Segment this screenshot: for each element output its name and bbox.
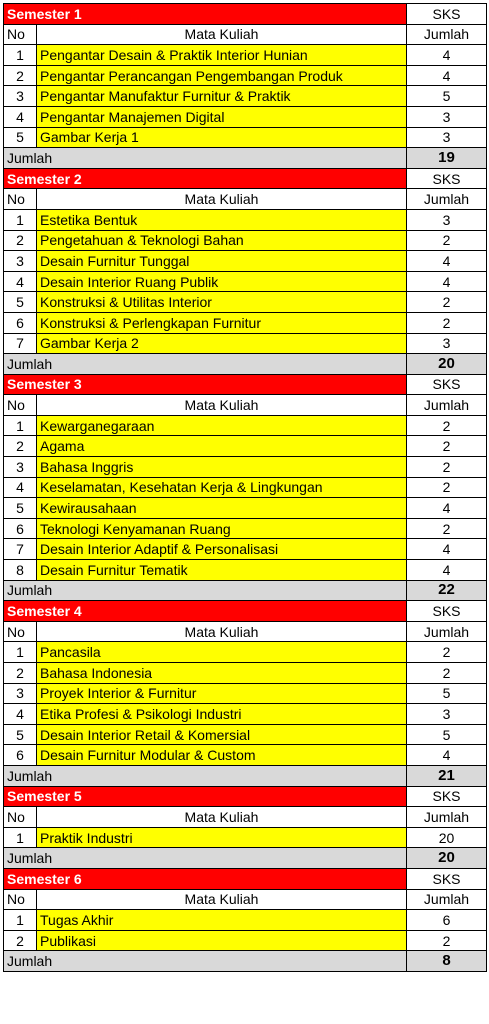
course-row — [4, 498, 487, 519]
course-number: 1 — [4, 209, 37, 230]
semester-total-value: 8 — [407, 951, 487, 972]
course-row — [4, 65, 487, 86]
semester-total-label: Jumlah — [4, 148, 407, 169]
course-sks: 4 — [407, 539, 487, 560]
semester-total-value: 21 — [407, 765, 487, 786]
course-row — [4, 251, 487, 272]
course-sks: 4 — [407, 65, 487, 86]
sks-column-label: SKS — [407, 786, 487, 807]
course-name: Pengantar Manajemen Digital — [37, 106, 407, 127]
course-row — [4, 312, 487, 333]
semester-header-row — [4, 868, 487, 889]
course-name: Praktik Industri — [37, 827, 407, 848]
course-number: 1 — [4, 827, 37, 848]
course-row — [4, 560, 487, 581]
mata-kuliah-column-header: Mata Kuliah — [37, 395, 407, 416]
course-name: Desain Interior Retail & Komersial — [37, 724, 407, 745]
course-row — [4, 436, 487, 457]
course-sks: 2 — [407, 457, 487, 478]
mata-kuliah-column-header: Mata Kuliah — [37, 189, 407, 210]
semester-total-label: Jumlah — [4, 951, 407, 972]
semester-total-label: Jumlah — [4, 580, 407, 601]
semester-header-row — [4, 4, 487, 25]
course-sks: 2 — [407, 230, 487, 251]
semester-header-row — [4, 601, 487, 622]
course-name: Publikasi — [37, 930, 407, 951]
semester-title: Semester 5 — [4, 786, 407, 807]
semester-total-label: Jumlah — [4, 848, 407, 869]
semester-total-label: Jumlah — [4, 765, 407, 786]
jumlah-column-header: Jumlah — [407, 621, 487, 642]
course-number: 5 — [4, 127, 37, 148]
course-row — [4, 910, 487, 931]
course-sks: 6 — [407, 910, 487, 931]
course-number: 2 — [4, 663, 37, 684]
column-header-row — [4, 889, 487, 910]
course-number: 5 — [4, 292, 37, 313]
semester-title: Semester 4 — [4, 601, 407, 622]
course-sks: 4 — [407, 271, 487, 292]
course-number: 4 — [4, 477, 37, 498]
column-header-row — [4, 807, 487, 828]
course-sks: 4 — [407, 560, 487, 581]
course-row — [4, 539, 487, 560]
no-column-header: No — [4, 189, 37, 210]
course-number: 2 — [4, 930, 37, 951]
course-number: 1 — [4, 910, 37, 931]
course-row — [4, 415, 487, 436]
semester-header-row — [4, 168, 487, 189]
course-name: Konstruksi & Perlengkapan Furnitur — [37, 312, 407, 333]
course-number: 2 — [4, 436, 37, 457]
jumlah-column-header: Jumlah — [407, 24, 487, 45]
course-name: Gambar Kerja 2 — [37, 333, 407, 354]
course-row — [4, 209, 487, 230]
semester-total-value: 19 — [407, 148, 487, 169]
course-number: 5 — [4, 498, 37, 519]
course-number: 6 — [4, 312, 37, 333]
sks-column-label: SKS — [407, 168, 487, 189]
course-sks: 2 — [407, 930, 487, 951]
course-row — [4, 333, 487, 354]
course-name: Keselamatan, Kesehatan Kerja & Lingkungan — [37, 477, 407, 498]
jumlah-column-header: Jumlah — [407, 807, 487, 828]
course-name: Teknologi Kenyamanan Ruang — [37, 518, 407, 539]
course-sks: 2 — [407, 518, 487, 539]
course-row — [4, 45, 487, 66]
course-name: Proyek Interior & Furnitur — [37, 683, 407, 704]
course-number: 8 — [4, 560, 37, 581]
course-row — [4, 127, 487, 148]
course-name: Etika Profesi & Psikologi Industri — [37, 704, 407, 725]
mata-kuliah-column-header: Mata Kuliah — [37, 807, 407, 828]
course-name: Kewirausahaan — [37, 498, 407, 519]
no-column-header: No — [4, 395, 37, 416]
semester-header-row — [4, 786, 487, 807]
course-sks: 2 — [407, 312, 487, 333]
sks-column-label: SKS — [407, 374, 487, 395]
course-number: 2 — [4, 65, 37, 86]
course-name: Tugas Akhir — [37, 910, 407, 931]
no-column-header: No — [4, 24, 37, 45]
course-row — [4, 271, 487, 292]
course-sks: 3 — [407, 704, 487, 725]
course-name: Agama — [37, 436, 407, 457]
column-header-row — [4, 621, 487, 642]
semester-total-row — [4, 148, 487, 169]
course-sks: 2 — [407, 436, 487, 457]
course-number: 3 — [4, 251, 37, 272]
course-row — [4, 663, 487, 684]
course-row — [4, 477, 487, 498]
semester-total-row — [4, 765, 487, 786]
course-number: 3 — [4, 683, 37, 704]
course-row — [4, 518, 487, 539]
no-column-header: No — [4, 807, 37, 828]
course-name: Pengantar Perancangan Pengembangan Produk — [37, 65, 407, 86]
sks-column-label: SKS — [407, 601, 487, 622]
semester-total-value: 20 — [407, 848, 487, 869]
column-header-row — [4, 24, 487, 45]
mata-kuliah-column-header: Mata Kuliah — [37, 621, 407, 642]
course-row — [4, 724, 487, 745]
course-name: Konstruksi & Utilitas Interior — [37, 292, 407, 313]
course-row — [4, 230, 487, 251]
course-name: Pengantar Desain & Praktik Interior Hunian — [37, 45, 407, 66]
course-name: Desain Interior Adaptif & Personalisasi — [37, 539, 407, 560]
mata-kuliah-column-header: Mata Kuliah — [37, 24, 407, 45]
course-sks: 2 — [407, 477, 487, 498]
course-row — [4, 86, 487, 107]
sks-column-label: SKS — [407, 4, 487, 25]
course-number: 7 — [4, 333, 37, 354]
curriculum-table — [3, 3, 487, 972]
mata-kuliah-column-header: Mata Kuliah — [37, 889, 407, 910]
curriculum-table-body — [4, 4, 487, 972]
course-sks: 4 — [407, 251, 487, 272]
course-sks: 4 — [407, 745, 487, 766]
course-sks: 2 — [407, 292, 487, 313]
course-number: 1 — [4, 642, 37, 663]
course-number: 6 — [4, 518, 37, 539]
semester-total-row — [4, 580, 487, 601]
course-number: 3 — [4, 86, 37, 107]
semester-total-row — [4, 951, 487, 972]
course-sks: 5 — [407, 683, 487, 704]
semester-title: Semester 6 — [4, 868, 407, 889]
column-header-row — [4, 395, 487, 416]
course-sks: 3 — [407, 209, 487, 230]
semester-total-label: Jumlah — [4, 354, 407, 375]
course-row — [4, 930, 487, 951]
course-name: Pengantar Manufaktur Furnitur & Praktik — [37, 86, 407, 107]
course-number: 1 — [4, 415, 37, 436]
course-number: 4 — [4, 106, 37, 127]
course-name: Bahasa Inggris — [37, 457, 407, 478]
course-sks: 2 — [407, 415, 487, 436]
course-name: Desain Furnitur Tunggal — [37, 251, 407, 272]
column-header-row — [4, 189, 487, 210]
semester-total-value: 20 — [407, 354, 487, 375]
course-row — [4, 106, 487, 127]
semester-total-row — [4, 354, 487, 375]
course-name: Pengetahuan & Teknologi Bahan — [37, 230, 407, 251]
jumlah-column-header: Jumlah — [407, 395, 487, 416]
course-number: 3 — [4, 457, 37, 478]
course-sks: 3 — [407, 106, 487, 127]
course-number: 5 — [4, 724, 37, 745]
course-number: 2 — [4, 230, 37, 251]
course-number: 1 — [4, 45, 37, 66]
semester-total-row — [4, 848, 487, 869]
course-number: 7 — [4, 539, 37, 560]
course-sks: 5 — [407, 724, 487, 745]
course-name: Estetika Bentuk — [37, 209, 407, 230]
course-row — [4, 683, 487, 704]
course-name: Desain Interior Ruang Publik — [37, 271, 407, 292]
no-column-header: No — [4, 621, 37, 642]
course-number: 4 — [4, 271, 37, 292]
course-sks: 3 — [407, 127, 487, 148]
jumlah-column-header: Jumlah — [407, 889, 487, 910]
course-name: Desain Furnitur Tematik — [37, 560, 407, 581]
course-name: Kewarganegaraan — [37, 415, 407, 436]
course-sks: 4 — [407, 45, 487, 66]
course-sks: 3 — [407, 333, 487, 354]
course-row — [4, 642, 487, 663]
course-row — [4, 292, 487, 313]
sks-column-label: SKS — [407, 868, 487, 889]
course-name: Pancasila — [37, 642, 407, 663]
no-column-header: No — [4, 889, 37, 910]
course-sks: 4 — [407, 498, 487, 519]
semester-title: Semester 3 — [4, 374, 407, 395]
semester-header-row — [4, 374, 487, 395]
course-sks: 2 — [407, 642, 487, 663]
course-number: 4 — [4, 704, 37, 725]
course-name: Gambar Kerja 1 — [37, 127, 407, 148]
course-sks: 5 — [407, 86, 487, 107]
course-sks: 2 — [407, 663, 487, 684]
course-name: Desain Furnitur Modular & Custom — [37, 745, 407, 766]
course-row — [4, 827, 487, 848]
course-number: 6 — [4, 745, 37, 766]
jumlah-column-header: Jumlah — [407, 189, 487, 210]
course-name: Bahasa Indonesia — [37, 663, 407, 684]
course-sks: 20 — [407, 827, 487, 848]
course-row — [4, 745, 487, 766]
semester-title: Semester 1 — [4, 4, 407, 25]
course-row — [4, 457, 487, 478]
semester-title: Semester 2 — [4, 168, 407, 189]
semester-total-value: 22 — [407, 580, 487, 601]
course-row — [4, 704, 487, 725]
